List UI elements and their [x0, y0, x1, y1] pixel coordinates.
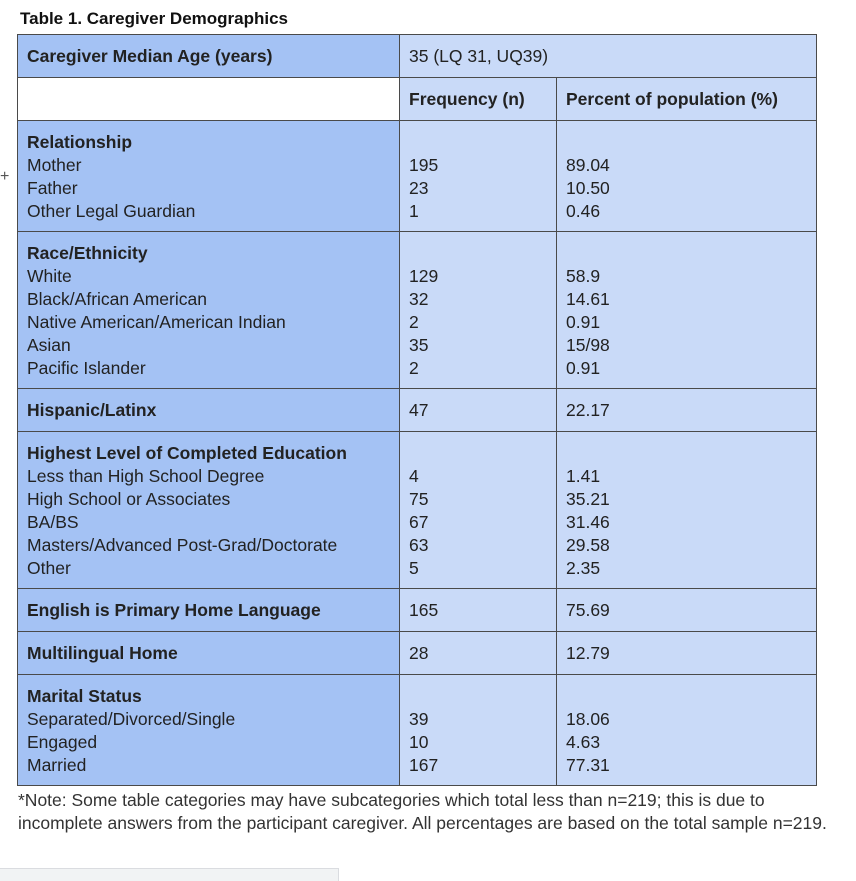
english-label: English is Primary Home Language [27, 600, 321, 620]
header-frequency-cell [400, 78, 557, 121]
row-label: Asian [27, 335, 71, 355]
median-age-value: 35 (LQ 31, UQ39) [409, 46, 549, 66]
percent-value: 1.41 [566, 466, 601, 486]
row-label: Mother [27, 155, 82, 175]
table-row-relationship [18, 121, 817, 232]
multilingual-percent-cell [557, 632, 817, 675]
frequency-value: 47 [409, 400, 429, 420]
frequency-value: 67 [409, 512, 429, 532]
percent-value: 12.79 [566, 643, 610, 663]
percent-value: 2.35 [566, 558, 601, 578]
section-heading: Marital Status [27, 686, 142, 706]
section-heading: Highest Level of Completed Education [27, 443, 347, 463]
hispanic-label: Hispanic/Latinx [27, 400, 157, 420]
table-row [18, 35, 817, 78]
relationship-label-cell [18, 121, 400, 232]
english-frequency-cell [400, 589, 557, 632]
multilingual-label-cell [18, 632, 400, 675]
table-row-hispanic [18, 389, 817, 432]
percent-value: 31.46 [566, 512, 610, 532]
frequency-value: 32 [409, 289, 429, 309]
marital-label-cell [18, 675, 400, 786]
table-row-multilingual [18, 632, 817, 675]
multilingual-frequency-cell [400, 632, 557, 675]
percent-value: 22.17 [566, 400, 610, 420]
percent-value: 0.91 [566, 312, 601, 332]
table-title: Table 1. Caregiver Demographics [20, 9, 289, 28]
percent-value: 29.58 [566, 535, 610, 555]
row-insert-marker[interactable]: + [0, 168, 10, 185]
marital-percent-cell [557, 675, 817, 786]
row-label: Father [27, 178, 78, 198]
percent-value: 15/98 [566, 335, 610, 355]
row-label: Less than High School Degree [27, 466, 265, 486]
percent-value: 75.69 [566, 600, 610, 620]
section-heading: Race/Ethnicity [27, 243, 148, 263]
relationship-frequency-cell [400, 121, 557, 232]
row-label: Black/African American [27, 289, 207, 309]
row-label: Other Legal Guardian [27, 201, 196, 221]
hispanic-frequency-cell [400, 389, 557, 432]
header-frequency: Frequency (n) [409, 89, 525, 109]
median-age-label: Caregiver Median Age (years) [27, 46, 273, 66]
english-label-cell [18, 589, 400, 632]
frequency-value: 5 [409, 558, 419, 578]
frequency-value: 23 [409, 178, 429, 198]
percent-value: 58.9 [566, 266, 601, 286]
header-blank-cell [18, 78, 400, 121]
frequency-value: 1 [409, 201, 419, 221]
education-label-cell [18, 432, 400, 589]
hispanic-percent-cell [557, 389, 817, 432]
row-label: Pacific Islander [27, 358, 146, 378]
multilingual-label: Multilingual Home [27, 643, 178, 663]
frequency-value: 28 [409, 643, 429, 663]
race-percent-cell [557, 232, 817, 389]
percent-value: 4.63 [566, 732, 601, 752]
row-label: Masters/Advanced Post-Grad/Doctorate [27, 535, 338, 555]
table-row-english [18, 589, 817, 632]
table-row-race [18, 232, 817, 389]
header-percent-cell [557, 78, 817, 121]
demographics-table [17, 34, 817, 786]
median-age-label-cell [18, 35, 400, 78]
frequency-value: 35 [409, 335, 429, 355]
row-label: Married [27, 755, 87, 775]
percent-value: 14.61 [566, 289, 610, 309]
percent-value: 10.50 [566, 178, 610, 198]
bottom-panel-strip [0, 868, 339, 881]
frequency-value: 2 [409, 358, 419, 378]
table-footnote: *Note: Some table categories may have subcategories which total less than n=219; this is due to incomplete answers from the participant caregiver. All percentages are based on the total sample n=219. [18, 790, 827, 833]
percent-value: 18.06 [566, 709, 610, 729]
race-label-cell [18, 232, 400, 389]
hispanic-label-cell [18, 389, 400, 432]
frequency-value: 10 [409, 732, 429, 752]
row-label: Separated/Divorced/Single [27, 709, 236, 729]
header-percent: Percent of population (%) [566, 89, 778, 109]
education-percent-cell [557, 432, 817, 589]
frequency-value: 167 [409, 755, 439, 775]
percent-value: 77.31 [566, 755, 610, 775]
table-row-marital [18, 675, 817, 786]
row-label: Other [27, 558, 71, 578]
frequency-value: 165 [409, 600, 439, 620]
education-frequency-cell [400, 432, 557, 589]
frequency-value: 129 [409, 266, 439, 286]
percent-value: 89.04 [566, 155, 610, 175]
row-label: White [27, 266, 72, 286]
table-header-row [18, 78, 817, 121]
median-age-value-cell [400, 35, 817, 78]
section-heading: Relationship [27, 132, 133, 152]
row-label: High School or Associates [27, 489, 231, 509]
frequency-value: 63 [409, 535, 429, 555]
relationship-percent-cell [557, 121, 817, 232]
race-frequency-cell [400, 232, 557, 389]
percent-value: 0.46 [566, 201, 601, 221]
english-percent-cell [557, 589, 817, 632]
frequency-value: 4 [409, 466, 419, 486]
percent-value: 35.21 [566, 489, 610, 509]
table-row-education [18, 432, 817, 589]
percent-value: 0.91 [566, 358, 601, 378]
row-label: BA/BS [27, 512, 79, 532]
frequency-value: 195 [409, 155, 439, 175]
row-label: Native American/American Indian [27, 312, 286, 332]
row-label: Engaged [27, 732, 98, 752]
marital-frequency-cell [400, 675, 557, 786]
frequency-value: 39 [409, 709, 429, 729]
frequency-value: 2 [409, 312, 419, 332]
frequency-value: 75 [409, 489, 429, 509]
